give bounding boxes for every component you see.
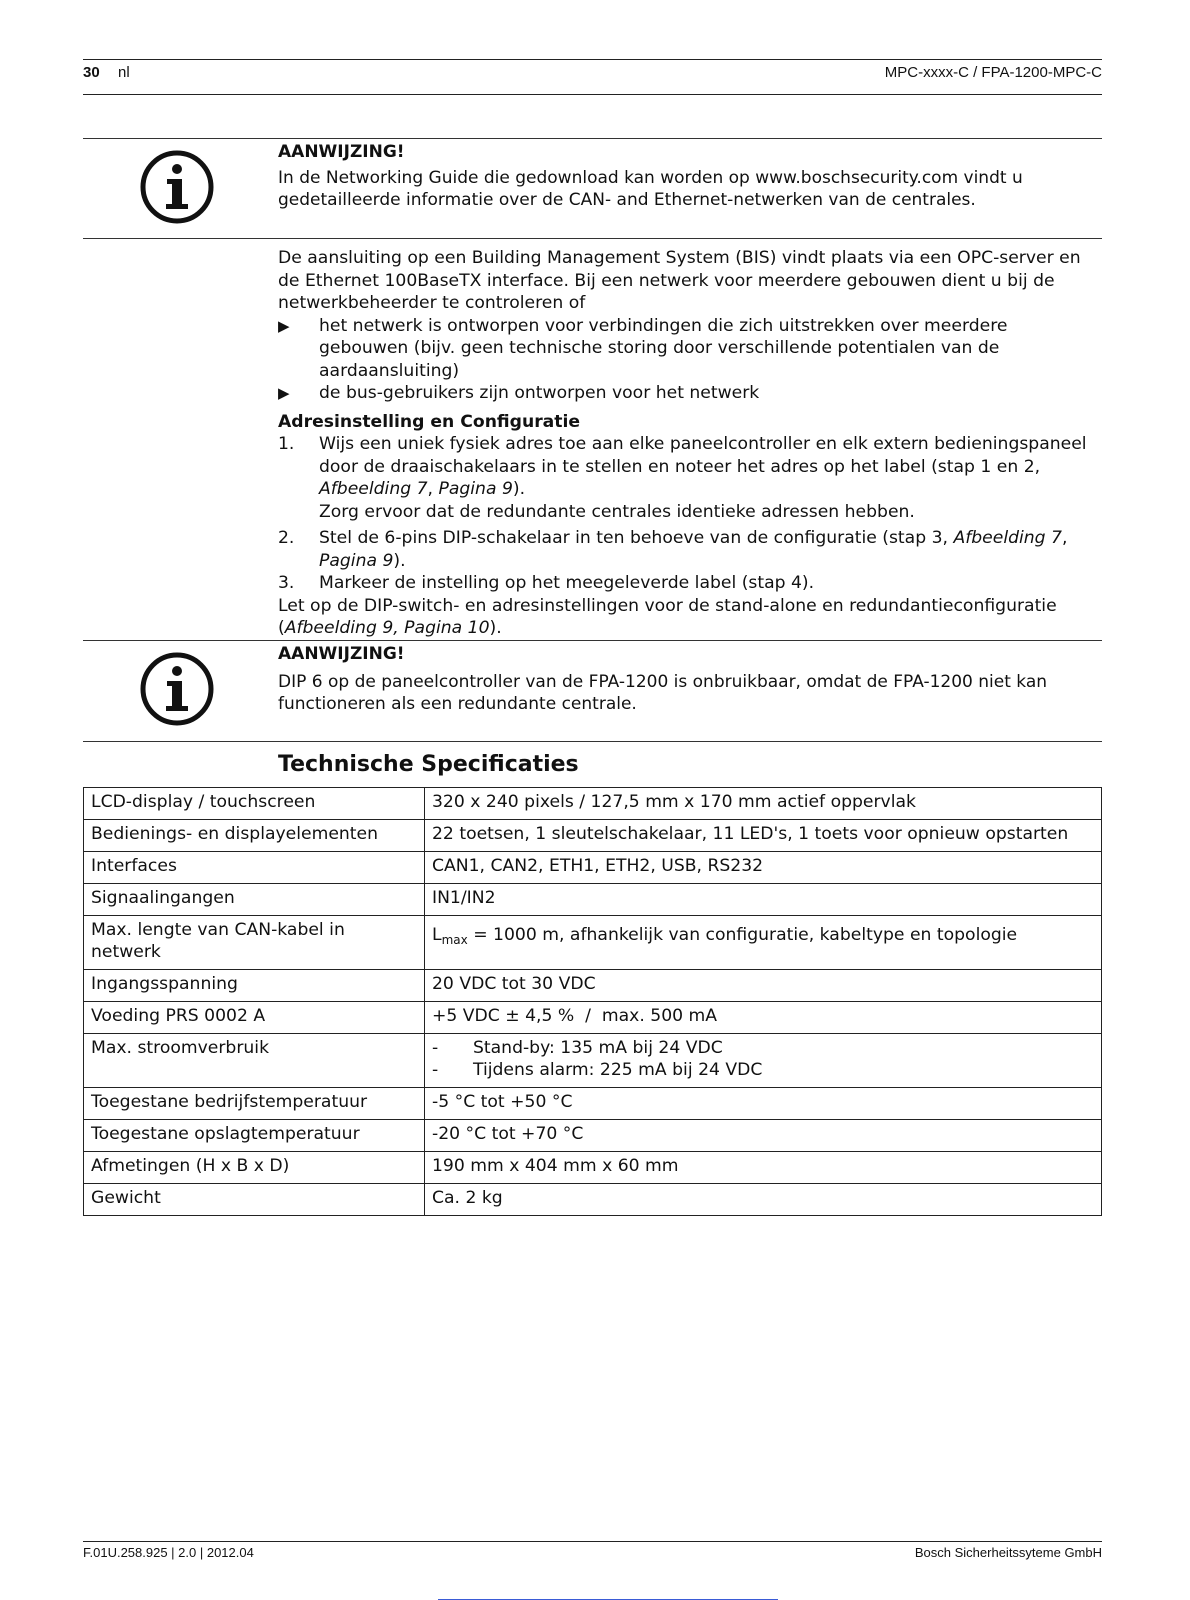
section-title: Technische Specificaties <box>278 752 579 777</box>
notice-info <box>278 643 1098 716</box>
table-row <box>84 1184 1102 1216</box>
header-bottom-rule <box>83 94 1102 95</box>
intro-line: De aansluiting op een Building Management System (BIS) vindt plaats via een OPC-server en <box>278 248 1081 268</box>
spec-key: Signaalingangen <box>84 884 425 916</box>
table-row <box>84 1120 1102 1152</box>
spec-value: -20 °C tot +70 °C <box>425 1120 1102 1152</box>
step-number: 1. <box>278 434 295 454</box>
info-icon <box>139 149 215 225</box>
spec-value: -5 °C tot +50 °C <box>425 1088 1102 1120</box>
subheading: Adresinstelling en Configuratie <box>278 411 581 432</box>
bullet-arrow-icon: ▶ <box>278 316 290 335</box>
page-reference: Pagina 9 <box>438 479 513 499</box>
header-top-rule <box>83 59 1102 60</box>
footer-company: Bosch Sicherheitssyteme GmbH <box>914 1545 1102 1560</box>
spec-value: IN1/IN2 <box>425 884 1102 916</box>
spec-key: Max. stroomverbruik <box>84 1034 425 1088</box>
spec-key: Ingangsspanning <box>84 970 425 1002</box>
document-title: MPC-xxxx-C / FPA-1200-MPC-C <box>884 64 1102 81</box>
notice-line: gedetailleerde informatie over de CAN- and Ethernet-netwerken van de centrales. <box>278 190 976 210</box>
spec-value: 320 x 240 pixels / 127,5 mm x 170 mm actief oppervlak <box>425 788 1102 820</box>
step-text: Markeer de instelling op het meegeleverde label (stap 4). <box>319 573 815 593</box>
figure-reference: Afbeelding 7 <box>319 479 428 499</box>
table-row <box>84 970 1102 1002</box>
value-subscript: max <box>441 933 468 947</box>
dash-mark: - <box>432 1060 439 1080</box>
notice-bottom-rule <box>83 741 1102 742</box>
notice-top-rule <box>83 138 1102 139</box>
spec-key: Max. lengte van CAN-kabel in netwerk <box>84 916 425 970</box>
table-row <box>84 1152 1102 1184</box>
step-end: ). <box>393 550 406 571</box>
table-row <box>84 884 1102 916</box>
step-text: Wijs een uniek fysiek adres toe aan elke paneelcontroller en elk extern bedieningspaneel door de draaischakelaars in te stellen en noteer het adres op het label (stap 1 en 2, <box>319 434 1087 477</box>
spec-value <box>425 1034 1102 1088</box>
bullet-text: het netwerk is ontworpen voor verbindingen die zich uitstrekken over meerdere gebouwen (bijv. geen technische storing door verschillende potentialen van de aardaansluiting) <box>319 315 1008 381</box>
step-number: 3. <box>278 573 295 593</box>
table-row <box>84 788 1102 820</box>
dash-text: Tijdens alarm: 225 mA bij 24 VDC <box>473 1060 763 1080</box>
notice-line: In de Networking Guide die gedownload kan worden op www.boschsecurity.com vindt u <box>278 167 1023 188</box>
notice-bottom-rule <box>83 238 1102 239</box>
spec-key: Bedienings- en displayelementen <box>84 820 425 852</box>
spec-key: Afmetingen (H x B x D) <box>84 1152 425 1184</box>
dash-mark: - <box>432 1038 439 1058</box>
notice-title: AANWIJZING! <box>278 142 405 162</box>
numbered-step <box>278 572 1098 595</box>
spec-value: CAN1, CAN2, ETH1, ETH2, USB, RS232 <box>425 852 1102 884</box>
notice-title: AANWIJZING! <box>278 644 405 664</box>
spec-value: 22 toetsen, 1 sleutelschakelaar, 11 LED's, 1 toets voor opnieuw opstarten <box>425 820 1102 852</box>
table-row <box>84 1034 1102 1088</box>
dash-item <box>432 1059 1094 1081</box>
spec-key: Voeding PRS 0002 A <box>84 1002 425 1034</box>
page-reference: Pagina 9 <box>319 550 394 571</box>
step-number: 2. <box>278 528 295 548</box>
language-code: nl <box>118 64 130 81</box>
step-note: Zorg ervoor dat de redundante centrales identieke adressen hebben. <box>319 501 915 522</box>
spec-value <box>425 916 1102 970</box>
dash-item <box>432 1037 1094 1059</box>
spec-value: +5 VDC ± 4,5 % / max. 500 mA <box>425 1002 1102 1034</box>
closing-text: Let op de DIP-switch- en adresinstellingen voor de stand-alone en redundantieconfiguratie ( <box>278 595 1057 638</box>
intro-line: netwerkbeheerder te controleren of <box>278 293 586 313</box>
notice-line: DIP 6 op de paneelcontroller van de FPA-1200 is onbruikbaar, omdat de FPA-1200 niet kan <box>278 671 1048 692</box>
table-row <box>84 1002 1102 1034</box>
spec-key: LCD-display / touchscreen <box>84 788 425 820</box>
intro-line: de Ethernet 100BaseTX interface. Bij een netwerk voor meerdere gebouwen dient u bij de <box>278 270 1055 291</box>
figure-reference: Afbeelding 9, Pagina 10 <box>284 618 490 638</box>
bullet-text: de bus-gebruikers zijn ontworpen voor het netwerk <box>319 383 760 403</box>
table-row <box>84 916 1102 970</box>
spec-key: Gewicht <box>84 1184 425 1216</box>
bullet-arrow-icon: ▶ <box>278 384 290 402</box>
page-number: 30 <box>83 64 100 81</box>
numbered-step <box>278 527 1098 572</box>
notice-text <box>278 671 1098 716</box>
value-text: = 1000 m, afhankelijk van configuratie, kabeltype en topologie <box>467 925 1018 945</box>
spec-value: 190 mm x 404 mm x 60 mm <box>425 1152 1102 1184</box>
separator: , <box>1061 528 1068 548</box>
spec-value: 20 VDC tot 30 VDC <box>425 970 1102 1002</box>
closing-paragraph <box>278 595 1098 640</box>
spec-value: Ca. 2 kg <box>425 1184 1102 1216</box>
notice-text <box>278 167 1098 212</box>
table-row <box>84 820 1102 852</box>
bullet-item <box>278 315 1098 383</box>
dash-text: Stand-by: 135 mA bij 24 VDC <box>473 1038 723 1058</box>
footer-rule <box>83 1541 1102 1542</box>
bullet-item <box>278 382 1098 405</box>
step-end: ). <box>512 479 526 499</box>
notice-info <box>278 141 1098 212</box>
footer-document-id: F.01U.258.925 | 2.0 | 2012.04 <box>83 1545 254 1560</box>
step-text: Stel de 6-pins DIP-schakelaar in ten behoeve van de configuratie (stap 3, <box>319 528 954 548</box>
spec-table <box>83 787 1102 1216</box>
spec-key: Toegestane opslagtemperatuur <box>84 1120 425 1152</box>
numbered-step <box>278 433 1098 523</box>
notice-line: functioneren als een redundante centrale. <box>278 694 637 714</box>
separator: , <box>427 479 439 499</box>
notice-top-rule <box>83 640 1102 641</box>
table-row <box>84 852 1102 884</box>
table-row <box>84 1088 1102 1120</box>
spec-key: Toegestane bedrijfstemperatuur <box>84 1088 425 1120</box>
info-icon <box>139 651 215 727</box>
value-symbol: L <box>432 925 442 945</box>
closing-end: ). <box>489 618 502 638</box>
figure-reference: Afbeelding 7 <box>953 528 1062 548</box>
body-text <box>278 247 1098 640</box>
spec-key: Interfaces <box>84 852 425 884</box>
